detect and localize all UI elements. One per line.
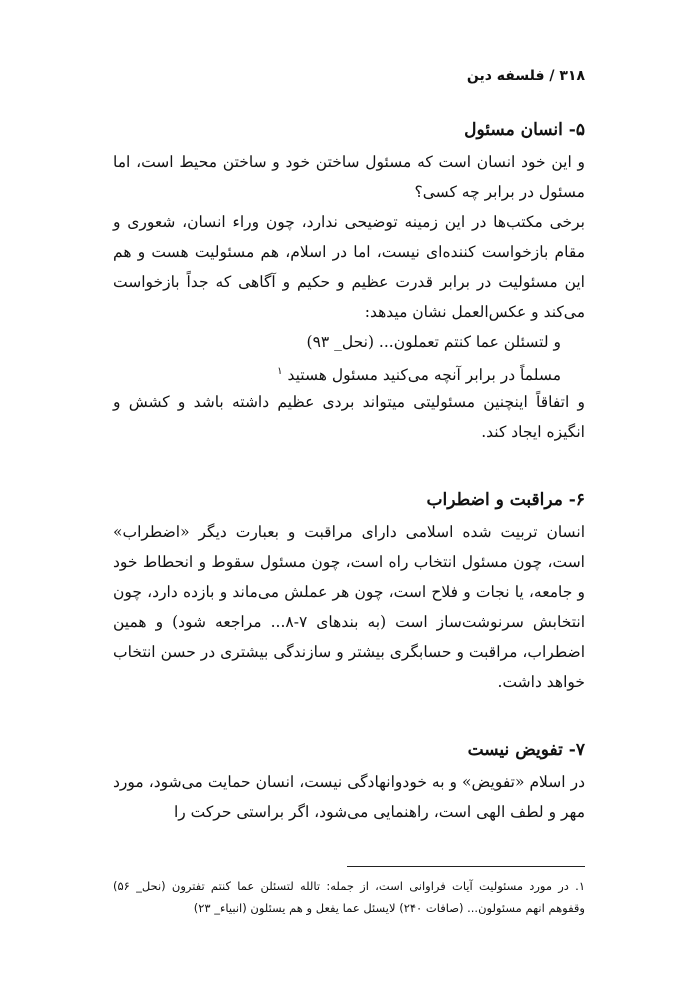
quote-translation-text: مسلماً در برابر آنچه می‌کنید مسئول هستید [287,366,561,385]
section-5-closing: و اتفاقاً اینچنین مسئولیتی میتواند بردی عظیم داشته باشد و کشش و انگیزه ایجاد کند. [113,393,585,441]
quran-quote: و لتسئلن عما کنتم تعملون... (نحل_ ۹۳) [306,333,561,351]
section-title-6: ۶- مراقبت و اضطراب [426,490,585,510]
page-header: ۳۱۸ / فلسفه دین [466,68,585,84]
section-5-paragraph-1: و این خود انسان است که مسئول ساختن خود و ساختن محیط است، اما مسئول در برابر چه کسی؟ [113,153,585,201]
footnote: ۱. در مورد مسئولیت آیات فراوانی است، از جمله: تالله لتسئلن عما کنتم تفترون (نحل_ ۵۶) وقفوهم انهم مسئولون... (صافات ۲۴۰) لایسئل عما یفعل و هم یسئلون (انبیاء_ ۲۳) [113,879,585,915]
section-6-paragraph-1: انسان تربیت شده اسلامی دارای مراقبت و بعبارت دیگر «اضطراب» است، چون مسئول انتخاب راه است، چون مسئول سقوط و انحطاط خود و جامعه، یا نجات و فلاح است، چون هر عملش می‌ماند و بازده دارد، چون انتخابش سرنوشت‌ساز است (به بندهای ۷-۸... مراجعه شود) و همین اضطراب، مراقبت و حسابگری بیشتر و سازندگی بیشتری در حسن انتخاب خواهد داشت. [113,523,586,691]
section-5-paragraph-2: برخی مکتب‌ها در این زمینه توضیحی ندارد، چون وراء انسان، شعوری و مقام بازخواست کننده‌ای نیست، اما در اسلام، هم مسئولیت هست و هم این مسئولیت در برابر قدرت عظیم و حکیم و آگاهی که جداً بازخواست می‌کند و عکس‌العمل نشان میدهد: [113,213,585,321]
footnote-divider [347,866,585,867]
section-title-5: ۵- انسان مسئول [464,120,585,140]
section-title-7: ۷- تفویض نیست [467,740,585,760]
section-7-paragraph-1: در اسلام «تفویض» و به خودوانهادگی نیست، انسان حمایت می‌شود، مورد مهر و لطف الهی است، راهنمایی می‌شود، اگر براستی حرکت را [113,773,585,821]
footnote-marker: ۱ [277,366,283,377]
quote-translation [277,357,561,390]
